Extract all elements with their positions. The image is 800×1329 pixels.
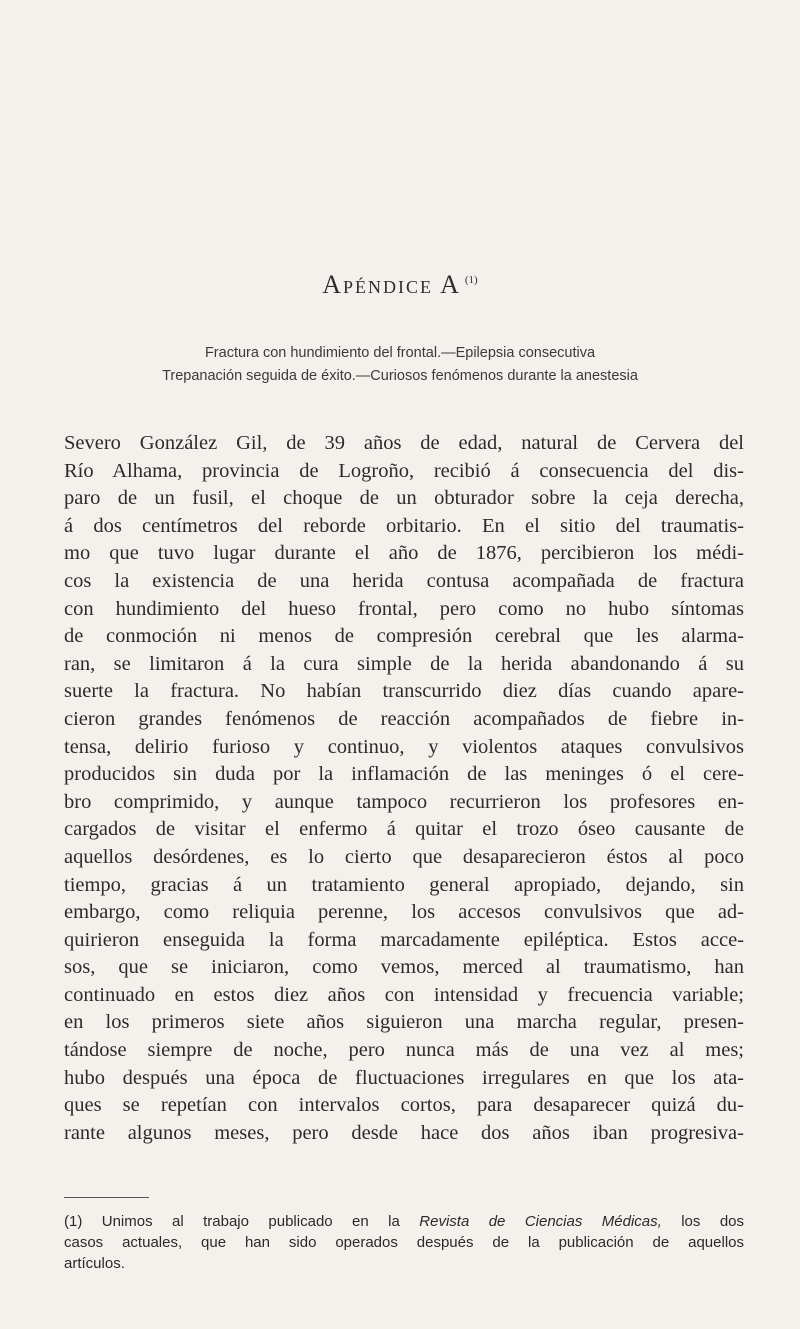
footnote-line-1 (64, 1211, 744, 1232)
body-line: á dos centímetros del reborde orbitario. En el sitio del traumatis- (64, 514, 744, 537)
body-line: ques se repetían con intervalos cortos, para desaparecer quizá du- (64, 1094, 744, 1117)
footnote-journal-title: Revista de Ciencias Médicas, (419, 1213, 662, 1230)
title-footnote-marker: (1) (464, 274, 478, 287)
body-line: suerte la fractura. No habían transcurrido diez días cuando apare- (64, 680, 744, 703)
body-line: embargo, como reliquia perenne, los accesos convulsivos que ad- (64, 901, 744, 924)
body-line: con hundimiento del hueso frontal, pero como no hubo síntomas (64, 597, 744, 620)
body-line: tiempo, gracias á un tratamiento general apropiado, dejando, sin (64, 873, 744, 896)
body-line: ran, se limitaron á la cura simple de la herida abandonando á su (64, 652, 744, 675)
body-paragraph (64, 430, 744, 1147)
body-line: tándose siempre de noche, pero nunca más de una vez al mes; (64, 1039, 744, 1062)
appendix-title (0, 270, 800, 300)
body-line: producidos sin duda por la inflamación de las meninges ó el cere- (64, 763, 744, 786)
body-line: quirieron enseguida la forma marcadamente epiléptica. Estos acce- (64, 928, 744, 951)
body-line: en los primeros siete años siguieron una marcha regular, presen- (64, 1011, 744, 1034)
appendix-title-text: Apéndice A (322, 270, 461, 299)
subtitle-line-1: Fractura con hundimiento del frontal.—Epilepsia consecutiva (204, 345, 596, 361)
body-line: Río Alhama, provincia de Logroño, recibió á consecuencia del dis- (64, 459, 744, 482)
footnote-prefix: (1) Unimos al trabajo publicado en la (64, 1213, 420, 1230)
body-line: paro de un fusil, el choque de un obturador sobre la ceja derecha, (64, 487, 744, 510)
body-line: aquellos desórdenes, es lo cierto que desaparecieron éstos al poco (64, 845, 744, 868)
footnote (64, 1211, 744, 1274)
body-line: cargados de visitar el enfermo á quitar el trozo óseo causante de (64, 818, 744, 841)
body-line: mo que tuvo lugar durante el año de 1876, percibieron los médi- (64, 542, 744, 565)
footnote-line-3: artículos. (64, 1255, 125, 1272)
footnote-divider (64, 1197, 149, 1198)
body-line: hubo después una época de fluctuaciones irregulares en que los ata- (64, 1066, 744, 1089)
body-line: de conmoción ni menos de compresión cerebral que les alarma- (64, 625, 744, 648)
body-line: continuado en estos diez años con intensidad y frecuencia variable; (64, 983, 744, 1006)
footnote-suffix: los dos (661, 1213, 745, 1230)
body-line: cieron grandes fenómenos de reacción acompañados de fiebre in- (64, 707, 744, 730)
body-line: sos, que se iniciaron, como vemos, merced al traumatismo, han (64, 956, 744, 979)
body-line: Severo González Gil, de 39 años de edad, natural de Cervera del (64, 432, 744, 454)
subtitle-line-2: Trepanación seguida de éxito.—Curiosos fenómenos durante la anestesia (162, 368, 638, 384)
body-line: tensa, delirio furioso y continuo, y violentos ataques convulsivos (64, 735, 744, 758)
body-line: cos la existencia de una herida contusa acompañada de fractura (64, 569, 744, 592)
body-line: bro comprimido, y aunque tampoco recurrieron los profesores en- (64, 790, 744, 813)
body-line: rante algunos meses, pero desde hace dos años iban progresiva- (64, 1121, 744, 1144)
footnote-line-2: casos actuales, que han sido operados después de la publicación de aquellos (64, 1234, 744, 1251)
